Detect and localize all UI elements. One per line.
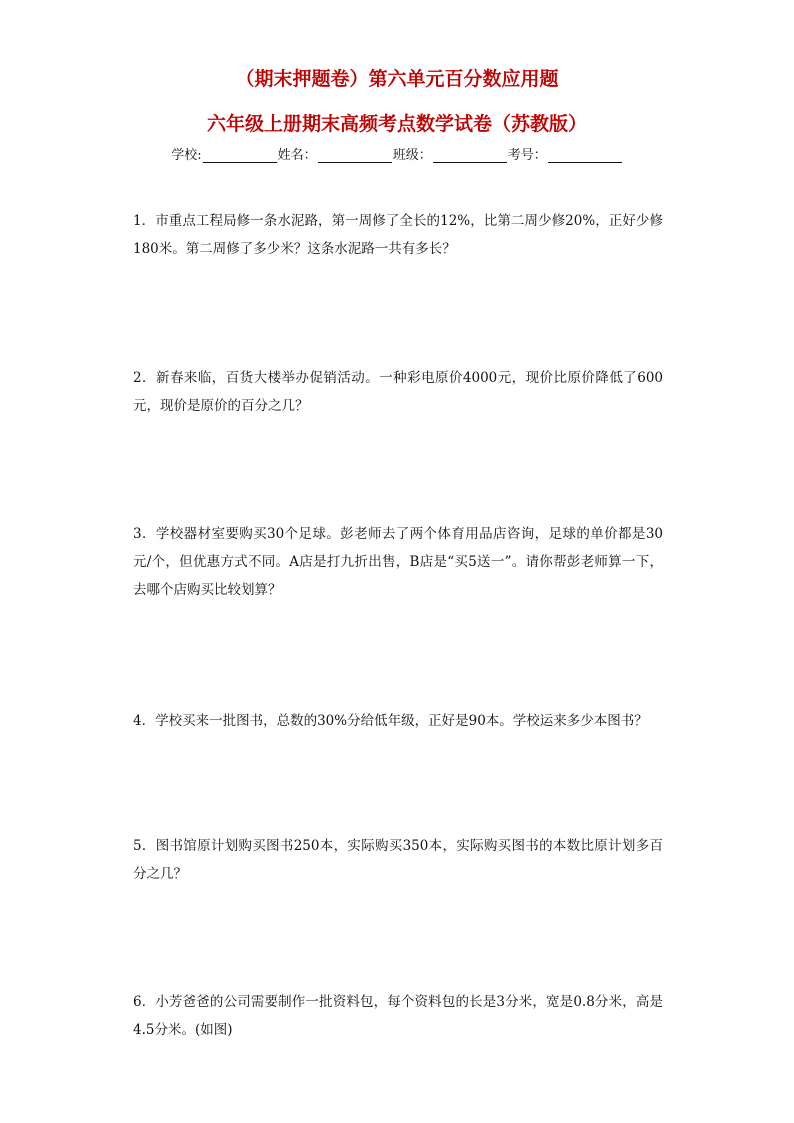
question-number: 4． xyxy=(133,713,156,729)
exam-title-line1: （期末押题卷）第六单元百分数应用题 xyxy=(235,68,559,90)
question-text: 新春来临，百货大楼举办促销活动。一种彩电原价4000元，现价比原价降低了600元，现价是原价的百分之几？ xyxy=(133,370,664,414)
question-1 xyxy=(133,207,663,263)
name-label: 姓名： xyxy=(277,148,317,163)
school-blank xyxy=(203,148,277,163)
question-3 xyxy=(133,520,663,604)
exam-number-label: 考号： xyxy=(507,148,547,163)
question-number: 6． xyxy=(133,994,156,1010)
question-5 xyxy=(133,832,663,888)
exam-title-line2: 六年级上册期末高频考点数学试卷（苏教版） xyxy=(206,113,587,135)
question-2 xyxy=(133,364,663,420)
exam-number-field xyxy=(508,144,623,163)
question-text: 小芳爸爸的公司需要制作一批资料包，每个资料包的长是3分米，宽是0.8分米，高是4.5分米。(如图) xyxy=(133,994,663,1038)
name-blank xyxy=(318,148,392,163)
question-text: 学校买来一批图书，总数的30%分给低年级，正好是90本。学校运来多少本图书？ xyxy=(155,713,648,729)
student-info-line xyxy=(0,144,794,163)
question-number: 1． xyxy=(133,213,156,229)
question-number: 3． xyxy=(133,526,156,542)
question-number: 5． xyxy=(133,838,156,854)
class-blank xyxy=(433,148,507,163)
question-6 xyxy=(133,988,663,1044)
name-field xyxy=(278,144,393,163)
class-field xyxy=(393,144,508,163)
question-text: 图书馆原计划购买图书250本，实际购买350本，实际购买图书的本数比原计划多百分之几？ xyxy=(133,838,663,882)
exam-number-blank xyxy=(548,148,622,163)
school-field xyxy=(171,144,277,163)
class-label: 班级： xyxy=(392,148,432,163)
question-text: 市重点工程局修一条水泥路，第一周修了全长的12%，比第二周少修20%，正好少修180米。第二周修了多少米？这条水泥路一共有多长？ xyxy=(133,213,664,257)
question-text: 学校器材室要购买30个足球。彭老师去了两个体育用品店咨询，足球的单价都是30元/个，但优惠方式不同。A店是打九折出售，B店是“买5送一”。请你帮彭老师算一下，去哪个店购买比较划算？ xyxy=(133,526,664,598)
school-label: 学校: xyxy=(171,148,202,163)
question-4 xyxy=(133,707,663,735)
question-number: 2． xyxy=(133,370,156,386)
